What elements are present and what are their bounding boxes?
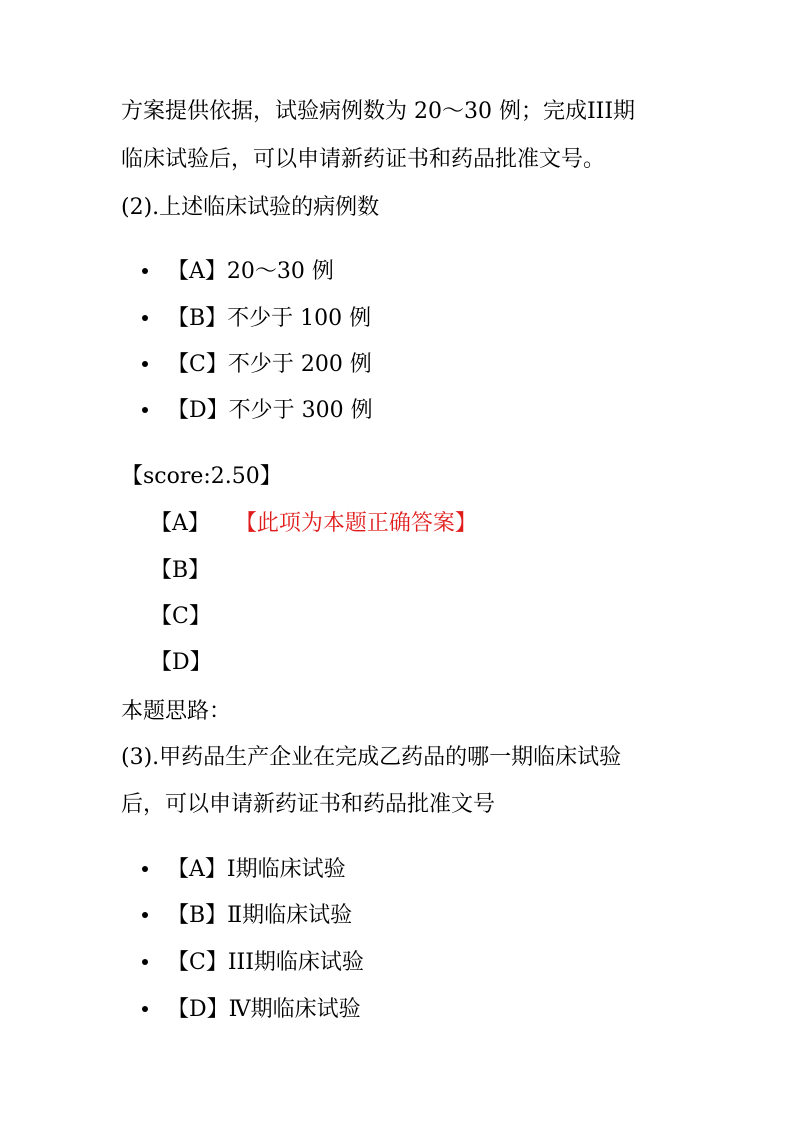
bullet-icon <box>142 315 148 321</box>
option-label: 【A】Ⅰ期临床试验 <box>167 857 346 882</box>
option-d[interactable] <box>142 396 373 426</box>
question-3-title-line-2: 后，可以申请新药证书和药品批准文号 <box>121 792 496 817</box>
answer-key: 【B】 <box>150 558 211 583</box>
answer-key: 【A】 <box>150 511 210 536</box>
bullet-icon <box>142 361 148 367</box>
answer-key: 【C】 <box>150 604 211 629</box>
answer-row-c <box>150 602 211 632</box>
option-a[interactable] <box>142 855 346 885</box>
bullet-icon <box>142 1006 148 1012</box>
question-2-title: (2).上述临床试验的病例数 <box>121 195 380 220</box>
question-3-title-line-1: (3).甲药品生产企业在完成乙药品的哪一期临床试验 <box>121 745 622 770</box>
option-c[interactable] <box>142 350 372 380</box>
option-a[interactable] <box>142 257 334 287</box>
option-b[interactable] <box>142 304 371 334</box>
score-label: 【score:2.50】 <box>121 464 282 489</box>
thinking-label: 本题思路： <box>121 699 232 724</box>
answer-key: 【D】 <box>150 650 212 675</box>
option-label: 【B】不少于 100 例 <box>167 306 372 331</box>
option-label: 【A】20～30 例 <box>167 259 334 284</box>
option-b[interactable] <box>142 901 352 931</box>
option-d[interactable] <box>142 995 361 1025</box>
option-label: 【D】不少于 300 例 <box>167 398 373 423</box>
bullet-icon <box>142 407 148 413</box>
bullet-icon <box>142 912 148 918</box>
answer-row-d <box>150 648 212 678</box>
option-c[interactable] <box>142 948 364 978</box>
bullet-icon <box>142 866 148 872</box>
correct-answer-mark: 【此项为本题正确答案】 <box>245 511 477 536</box>
answer-row-b <box>150 556 210 586</box>
option-label: 【C】不少于 200 例 <box>167 352 372 377</box>
intro-line-1: 方案提供依据，试验病例数为 20～30 例；完成III期 <box>121 99 636 124</box>
answer-row-a <box>150 509 477 539</box>
option-label: 【C】III期临床试验 <box>167 950 364 975</box>
bullet-icon <box>142 268 148 274</box>
intro-line-2: 临床试验后，可以申请新药证书和药品批准文号。 <box>121 147 606 172</box>
bullet-icon <box>142 959 148 965</box>
option-label: 【B】Ⅱ期临床试验 <box>167 903 353 928</box>
option-label: 【D】Ⅳ期临床试验 <box>167 997 361 1022</box>
